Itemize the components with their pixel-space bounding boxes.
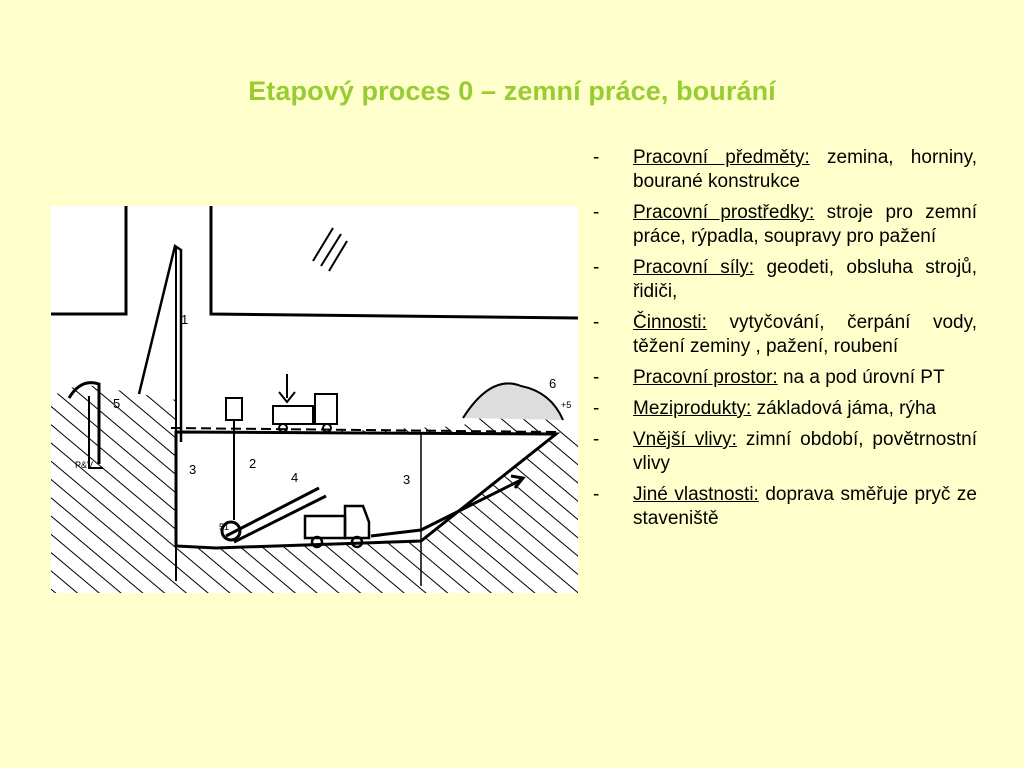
figure-label-pv: P&V (75, 460, 94, 470)
bullet-text: zimní období, povětrnostní vlivy (633, 429, 977, 474)
bullet-label: Meziprodukty: (633, 398, 752, 419)
figure-label-plus5: +5 (561, 400, 572, 410)
surface-truck (273, 374, 337, 432)
bullet-label: Pracovní prostor: (633, 367, 778, 388)
bullet-label: Vnější vlivy: (633, 429, 737, 450)
figure-label-4: 4 (291, 470, 299, 485)
bullet-label: Pracovní předměty: (633, 147, 810, 168)
bullet-label: Pracovní prostředky: (633, 202, 815, 223)
bullet-list (593, 146, 977, 538)
bullet-text: doprava směřuje pryč ze staveniště (633, 484, 977, 529)
bullet-marker: - (593, 312, 600, 333)
bullet-marker: - (593, 147, 600, 168)
figure-label-6: 6 (549, 376, 557, 391)
bullet-label: Činnosti: (633, 312, 707, 333)
bullet-text: na a pod úrovní PT (782, 367, 945, 388)
bullet-marker: - (593, 484, 600, 505)
excavation-diagram (51, 206, 578, 593)
bullet-item (593, 201, 977, 249)
bullet-label: Jiné vlastnosti: (633, 484, 759, 505)
slide-title: Etapový proces 0 – zemní práce, bourání (248, 76, 776, 106)
bullet-marker: - (593, 202, 600, 223)
bullet-marker: - (593, 429, 600, 450)
bullet-label: Pracovní síly: (633, 257, 755, 278)
bullet-marker: - (593, 367, 600, 388)
figure-label-3-right: 3 (403, 472, 411, 487)
bullet-item (593, 366, 977, 390)
bullet-item (593, 428, 977, 476)
figure-label-5: 5 (113, 396, 121, 411)
figure-label-2: 2 (249, 456, 257, 471)
bullet-item (593, 256, 977, 304)
bullet-text: vytyčování, čerpání vody, těžení zeminy , pažení, roubení (633, 312, 977, 357)
rain-icon (313, 228, 347, 271)
bullet-marker: - (593, 398, 600, 419)
bullet-text: zemina, horniny, bourané konstrukce (633, 147, 977, 192)
existing-building-right (211, 206, 578, 318)
figure-label-1: 1 (181, 312, 189, 327)
existing-building-left (51, 206, 126, 314)
bullet-item (593, 483, 977, 531)
figure-label-3-left: 3 (189, 462, 197, 477)
bullet-item (593, 397, 977, 421)
bullet-item (593, 311, 977, 359)
bullet-marker: - (593, 257, 600, 278)
spoil-heap (463, 383, 563, 420)
bullet-text: základová jáma, rýha (756, 398, 937, 419)
figure-label-51: 51 (219, 522, 230, 532)
bullet-text: geodeti, obsluha strojů, řidiči, (633, 257, 978, 302)
bullet-item (593, 146, 977, 194)
bullet-text: stroje pro zemní práce, rýpadla, soupravy pro pažení (633, 202, 977, 247)
